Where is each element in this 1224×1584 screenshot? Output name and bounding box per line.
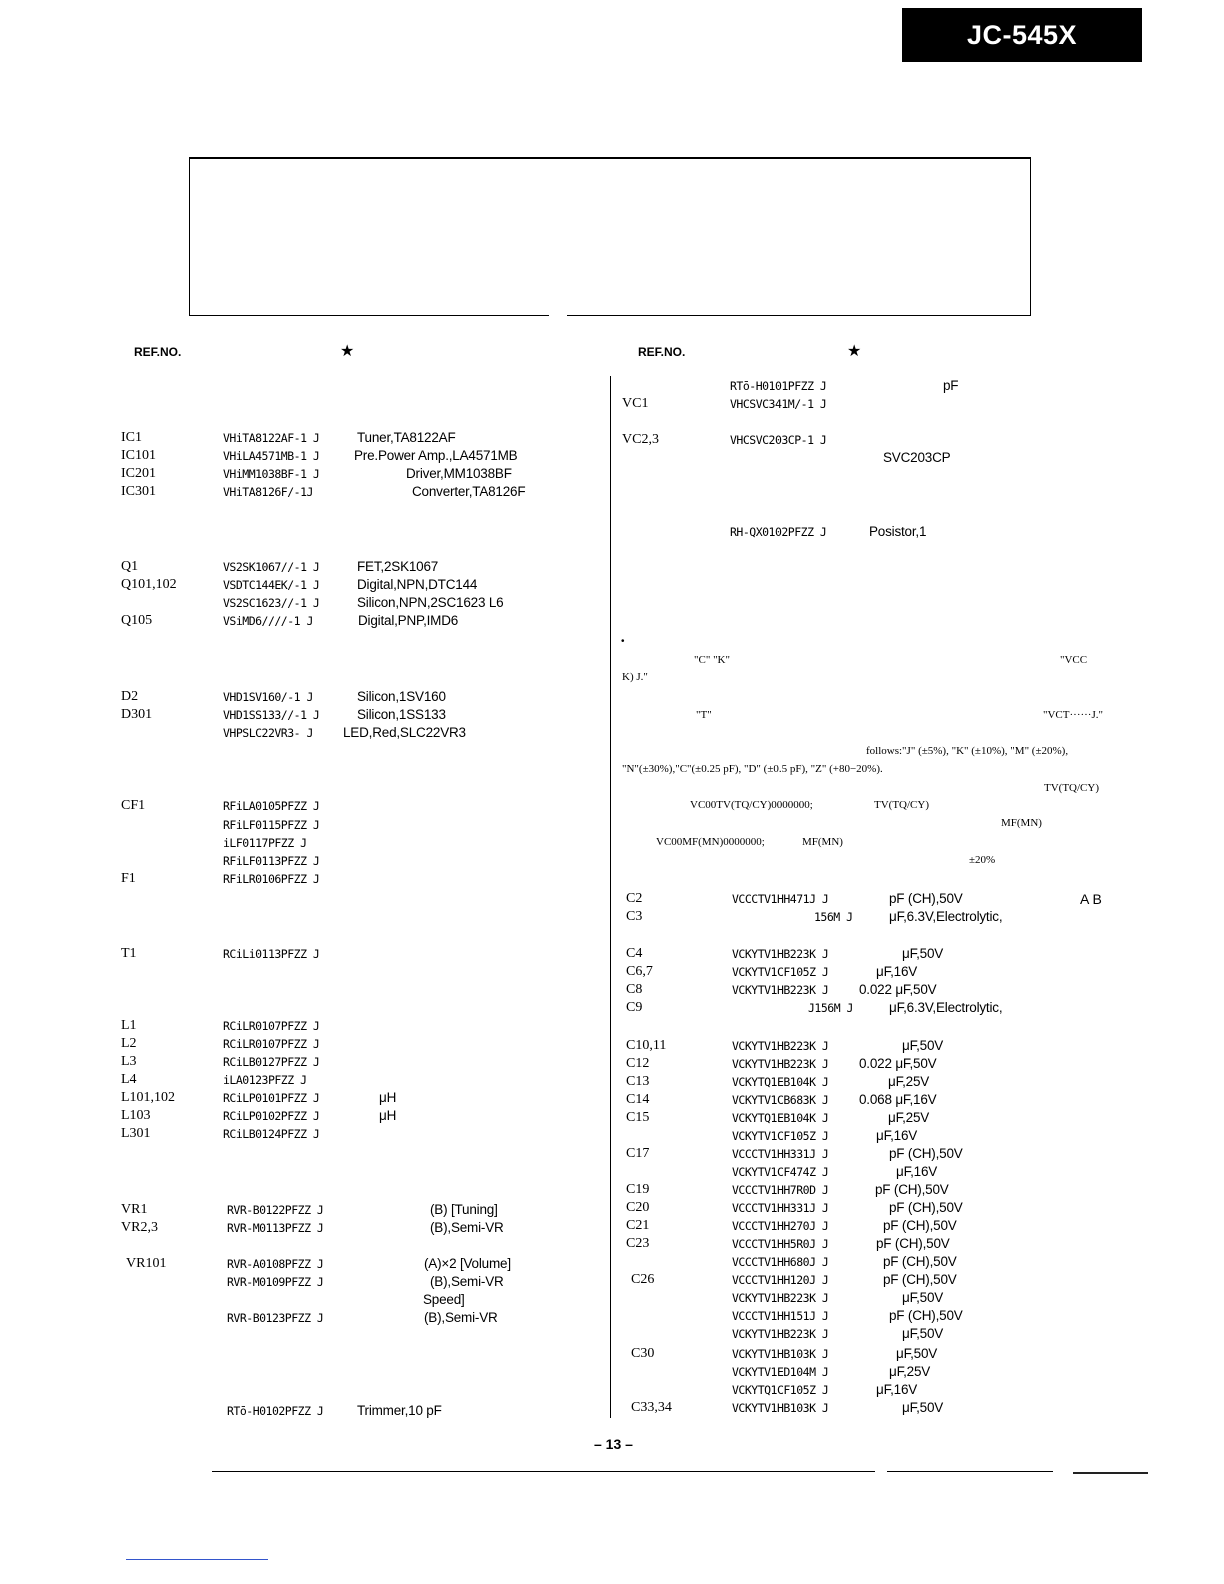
part-code: VCCCTV1HH331J J <box>732 1201 829 1215</box>
part-description: pF (CH),50V <box>875 1182 949 1197</box>
part-code: VCKYTV1HB103K J <box>732 1401 829 1415</box>
ref-number: C3 <box>626 909 643 924</box>
right-ref-header: REF.NO. <box>638 345 686 359</box>
part-code: VCKYTQ1EB104K J <box>732 1111 829 1125</box>
part-description: FET,2SK1067 <box>357 559 439 574</box>
part-code: VCKYTV1HB223K J <box>732 947 829 961</box>
part-description: pF (CH),50V <box>889 1146 963 1161</box>
ref-number: IC301 <box>121 484 156 499</box>
part-code: RCiLB0124PFZZ J <box>223 1127 320 1141</box>
part-description: (B),Semi-VR <box>424 1310 498 1325</box>
part-code: VHD1SV160/-1 J <box>223 690 313 704</box>
ref-number: Q1 <box>121 559 139 574</box>
ref-number: Q101,102 <box>121 577 177 592</box>
part-description: pF (CH),50V <box>883 1272 957 1287</box>
part-code: VCKYTV1HB223K J <box>732 1039 829 1053</box>
part-code: VHPSLC22VR3- J <box>223 726 313 740</box>
part-code: RVR-M0113PFZZ J <box>227 1221 324 1235</box>
part-code: VS2SC1623//-1 J <box>223 596 320 610</box>
part-code: RVR-M0109PFZZ J <box>227 1275 324 1289</box>
part-description: Silicon,1SS133 <box>357 707 446 722</box>
part-description: Digital,NPN,DTC144 <box>357 577 478 592</box>
note-text: "C" "K" <box>694 654 730 666</box>
part-code: RVR-B0123PFZZ J <box>227 1311 324 1325</box>
part-description: μF,16V <box>876 1128 918 1143</box>
ref-number: IC1 <box>121 430 142 445</box>
ref-number: C8 <box>626 982 643 997</box>
part-description: 0.068 μF,16V <box>859 1092 937 1107</box>
part-description: μH <box>379 1090 397 1105</box>
ref-number: C6,7 <box>626 964 653 979</box>
ref-number: C15 <box>626 1110 650 1125</box>
part-code: RCiLR0107PFZZ J <box>223 1037 320 1051</box>
ref-number: L1 <box>121 1018 137 1033</box>
ref-number: CF1 <box>121 798 146 813</box>
part-description: (A)×2 [Volume] <box>424 1256 511 1271</box>
part-description: μF,50V <box>896 1346 938 1361</box>
part-code: VCKYTV1HB103K J <box>732 1347 829 1361</box>
part-description: μF,25V <box>888 1074 930 1089</box>
part-description: pF (CH),50V <box>883 1218 957 1233</box>
note-text: "VCC <box>1060 654 1088 666</box>
ref-number: VR2,3 <box>121 1220 158 1235</box>
note-text: "VCT······J." <box>1043 709 1103 721</box>
part-code: RCiLB0127PFZZ J <box>223 1055 320 1069</box>
ref-number: C23 <box>626 1236 650 1251</box>
part-description: μF,50V <box>902 1400 944 1415</box>
part-code: VCKYTV1HB223K J <box>732 983 829 997</box>
part-code: RFiLF0113PFZZ J <box>223 854 320 868</box>
ref-number: L2 <box>121 1036 137 1051</box>
ref-number: C19 <box>626 1182 650 1197</box>
part-code: VHiTA8122AF-1 J <box>223 431 320 445</box>
part-code: RCiLP0101PFZZ J <box>223 1091 320 1105</box>
part-description: μF,50V <box>902 946 944 961</box>
part-description: Speed] <box>423 1292 465 1307</box>
ref-number: C26 <box>631 1272 655 1287</box>
part-description: pF (CH),50V <box>889 891 963 906</box>
right-mark-header: ★ <box>847 343 862 360</box>
note-bullet: • <box>621 636 625 647</box>
part-description: (B),Semi-VR <box>430 1274 504 1289</box>
part-code: VHD1SS133//-1 J <box>223 708 320 722</box>
ref-number: C2 <box>626 891 643 906</box>
note-text: VC00TV(TQ/CY)0000000; <box>690 799 813 811</box>
ref-number: C20 <box>626 1200 650 1215</box>
part-description: LED,Red,SLC22VR3 <box>343 725 466 740</box>
part-code: VHCSVC341M/-1 J <box>730 397 827 411</box>
part-code: VCKYTV1HB223K J <box>732 1057 829 1071</box>
ref-number: L101,102 <box>121 1090 176 1105</box>
note-text: MF(MN) <box>802 836 843 848</box>
part-description: μF,6.3V,Electrolytic, <box>889 909 1003 924</box>
ref-number: VC2,3 <box>622 432 659 447</box>
part-code: RFiLA0105PFZZ J <box>223 799 320 813</box>
title-frame-rule-right <box>567 315 1030 316</box>
part-code: VCCCTV1HH5R0J J <box>732 1237 829 1251</box>
note-text: TV(TQ/CY) <box>874 799 929 811</box>
ref-number: C17 <box>626 1146 650 1161</box>
ref-number: VR101 <box>126 1256 167 1271</box>
link-underline <box>126 1559 268 1560</box>
part-description: pF (CH),50V <box>876 1236 950 1251</box>
part-code: VCKYTV1CF105Z J <box>732 965 829 979</box>
part-description: pF (CH),50V <box>889 1200 963 1215</box>
ref-number: C33,34 <box>631 1400 672 1415</box>
part-code: VCKYTV1ED104M J <box>732 1365 829 1379</box>
part-code: RH-QX0102PFZZ J <box>730 525 827 539</box>
part-code: VSDTC144EK/-1 J <box>223 578 320 592</box>
column-divider <box>610 376 611 1418</box>
page-number: – 13 – <box>594 1436 633 1452</box>
part-code: VCKYTV1CF105Z J <box>732 1129 829 1143</box>
ref-number: IC101 <box>121 448 156 463</box>
part-description: 0.022 μF,50V <box>859 982 937 997</box>
ref-number: VC1 <box>622 396 649 411</box>
part-code: J156M J <box>808 1001 853 1015</box>
note-text: MF(MN) <box>1001 817 1042 829</box>
part-description: μF,50V <box>902 1290 944 1305</box>
note-text: TV(TQ/CY) <box>1044 782 1099 794</box>
part-code: RTō-H0101PFZZ J <box>730 379 827 393</box>
title-frame-rule-left <box>189 315 549 316</box>
part-code: RVR-A0108PFZZ J <box>227 1257 324 1271</box>
ref-number: C12 <box>626 1056 650 1071</box>
part-description: Silicon,NPN,2SC1623 L6 <box>357 595 504 610</box>
part-description: μF,25V <box>889 1364 931 1379</box>
part-code: VCKYTV1HB223K J <box>732 1327 829 1341</box>
part-description: Pre.Power Amp.,LA4571MB <box>354 448 518 463</box>
left-mark-header: ★ <box>340 343 355 360</box>
footer-rule <box>887 1471 1053 1472</box>
ref-number: Q105 <box>121 613 153 628</box>
part-code: RFiLR0106PFZZ J <box>223 872 320 886</box>
footer-rule <box>212 1471 875 1472</box>
part-code: VCCCTV1HH120J J <box>732 1273 829 1287</box>
part-description: pF <box>943 378 959 393</box>
ref-number: L4 <box>121 1072 137 1087</box>
part-description: 0.022 μF,50V <box>859 1056 937 1071</box>
part-code: VCKYTV1CF474Z J <box>732 1165 829 1179</box>
ref-number: IC201 <box>121 466 156 481</box>
part-description: μF,6.3V,Electrolytic, <box>889 1000 1003 1015</box>
part-description: Silicon,1SV160 <box>357 689 446 704</box>
part-code: VCCCTV1HH270J J <box>732 1219 829 1233</box>
part-description: SVC203CP <box>883 450 951 465</box>
footer-rule <box>1073 1472 1148 1474</box>
part-code: RCiLi0113PFZZ J <box>223 947 320 961</box>
version-marker: A B <box>1080 891 1102 907</box>
model-number-badge: JC-545X <box>902 8 1142 62</box>
part-code: iLA0123PFZZ J <box>223 1073 307 1087</box>
part-description: Tuner,TA8122AF <box>357 430 456 445</box>
part-code: VCCCTV1HH680J J <box>732 1255 829 1269</box>
part-description: pF (CH),50V <box>883 1254 957 1269</box>
part-description: μF,50V <box>902 1038 944 1053</box>
part-description: μF,16V <box>876 1382 918 1397</box>
part-code: VCCCTV1HH331J J <box>732 1147 829 1161</box>
part-code: VCKYTV1CB683K J <box>732 1093 829 1107</box>
ref-number: L301 <box>121 1126 151 1141</box>
part-code: RVR-B0122PFZZ J <box>227 1203 324 1217</box>
part-code: VHiMM1038BF-1 J <box>223 467 320 481</box>
part-code: VSiMD6////-1 J <box>223 614 313 628</box>
part-code: VHiTA8126F/-1J <box>223 485 313 499</box>
part-description: (B) [Tuning] <box>430 1202 498 1217</box>
note-text: K) J." <box>622 671 648 683</box>
part-description: μH <box>379 1108 397 1123</box>
part-description: μF,25V <box>888 1110 930 1125</box>
ref-number: VR1 <box>121 1202 148 1217</box>
ref-number: D301 <box>121 707 153 722</box>
part-description: μF,16V <box>896 1164 938 1179</box>
part-description: μF,50V <box>902 1326 944 1341</box>
part-description: (B),Semi-VR <box>430 1220 504 1235</box>
part-code: VCKYTV1HB223K J <box>732 1291 829 1305</box>
ref-number: L103 <box>121 1108 151 1123</box>
part-code: RCiLP0102PFZZ J <box>223 1109 320 1123</box>
part-description: Converter,TA8126F <box>412 484 526 499</box>
part-code: VHiLA4571MB-1 J <box>223 449 320 463</box>
left-ref-header: REF.NO. <box>134 345 182 359</box>
part-description: Posistor,1 <box>869 524 927 539</box>
part-code: VCCCTV1HH471J J <box>732 892 829 906</box>
note-text: VC00MF(MN)0000000; <box>656 836 765 848</box>
note-text: follows:"J" (±5%), "K" (±10%), "M" (±20%), <box>866 745 1069 757</box>
ref-number: T1 <box>121 946 137 961</box>
part-description: Trimmer,10 pF <box>357 1403 442 1418</box>
ref-number: C14 <box>626 1092 650 1107</box>
part-code: RFiLF0115PFZZ J <box>223 818 320 832</box>
ref-number: C9 <box>626 1000 643 1015</box>
part-code: 156M J <box>814 910 853 924</box>
note-text: "N"(±30%),"C"(±0.25 pF), "D" (±0.5 pF), "Z" (+80−20%). <box>622 763 883 775</box>
ref-number: C21 <box>626 1218 650 1233</box>
part-code: VCKYTQ1EB104K J <box>732 1075 829 1089</box>
ref-number: D2 <box>121 689 139 704</box>
note-text: ±20% <box>969 854 996 866</box>
part-description: Digital,PNP,IMD6 <box>358 613 459 628</box>
part-code: VCCCTV1HH151J J <box>732 1309 829 1323</box>
part-code: RCiLR0107PFZZ J <box>223 1019 320 1033</box>
part-code: VS2SK1067//-1 J <box>223 560 320 574</box>
ref-number: C30 <box>631 1346 655 1361</box>
title-frame <box>189 157 1031 316</box>
part-code: iLF0117PFZZ J <box>223 836 307 850</box>
part-code: VCKYTQ1CF105Z J <box>732 1383 829 1397</box>
ref-number: F1 <box>121 871 136 886</box>
part-code: VCCCTV1HH7R0D J <box>732 1183 829 1197</box>
ref-number: C10,11 <box>626 1038 667 1053</box>
note-text: "T" <box>696 709 712 721</box>
part-description: μF,16V <box>876 964 918 979</box>
ref-number: C13 <box>626 1074 650 1089</box>
part-code: RTō-H0102PFZZ J <box>227 1404 324 1418</box>
part-code: VHCSVC203CP-1 J <box>730 433 827 447</box>
ref-number: C4 <box>626 946 643 961</box>
part-description: pF (CH),50V <box>889 1308 963 1323</box>
part-description: Driver,MM1038BF <box>406 466 512 481</box>
ref-number: L3 <box>121 1054 137 1069</box>
